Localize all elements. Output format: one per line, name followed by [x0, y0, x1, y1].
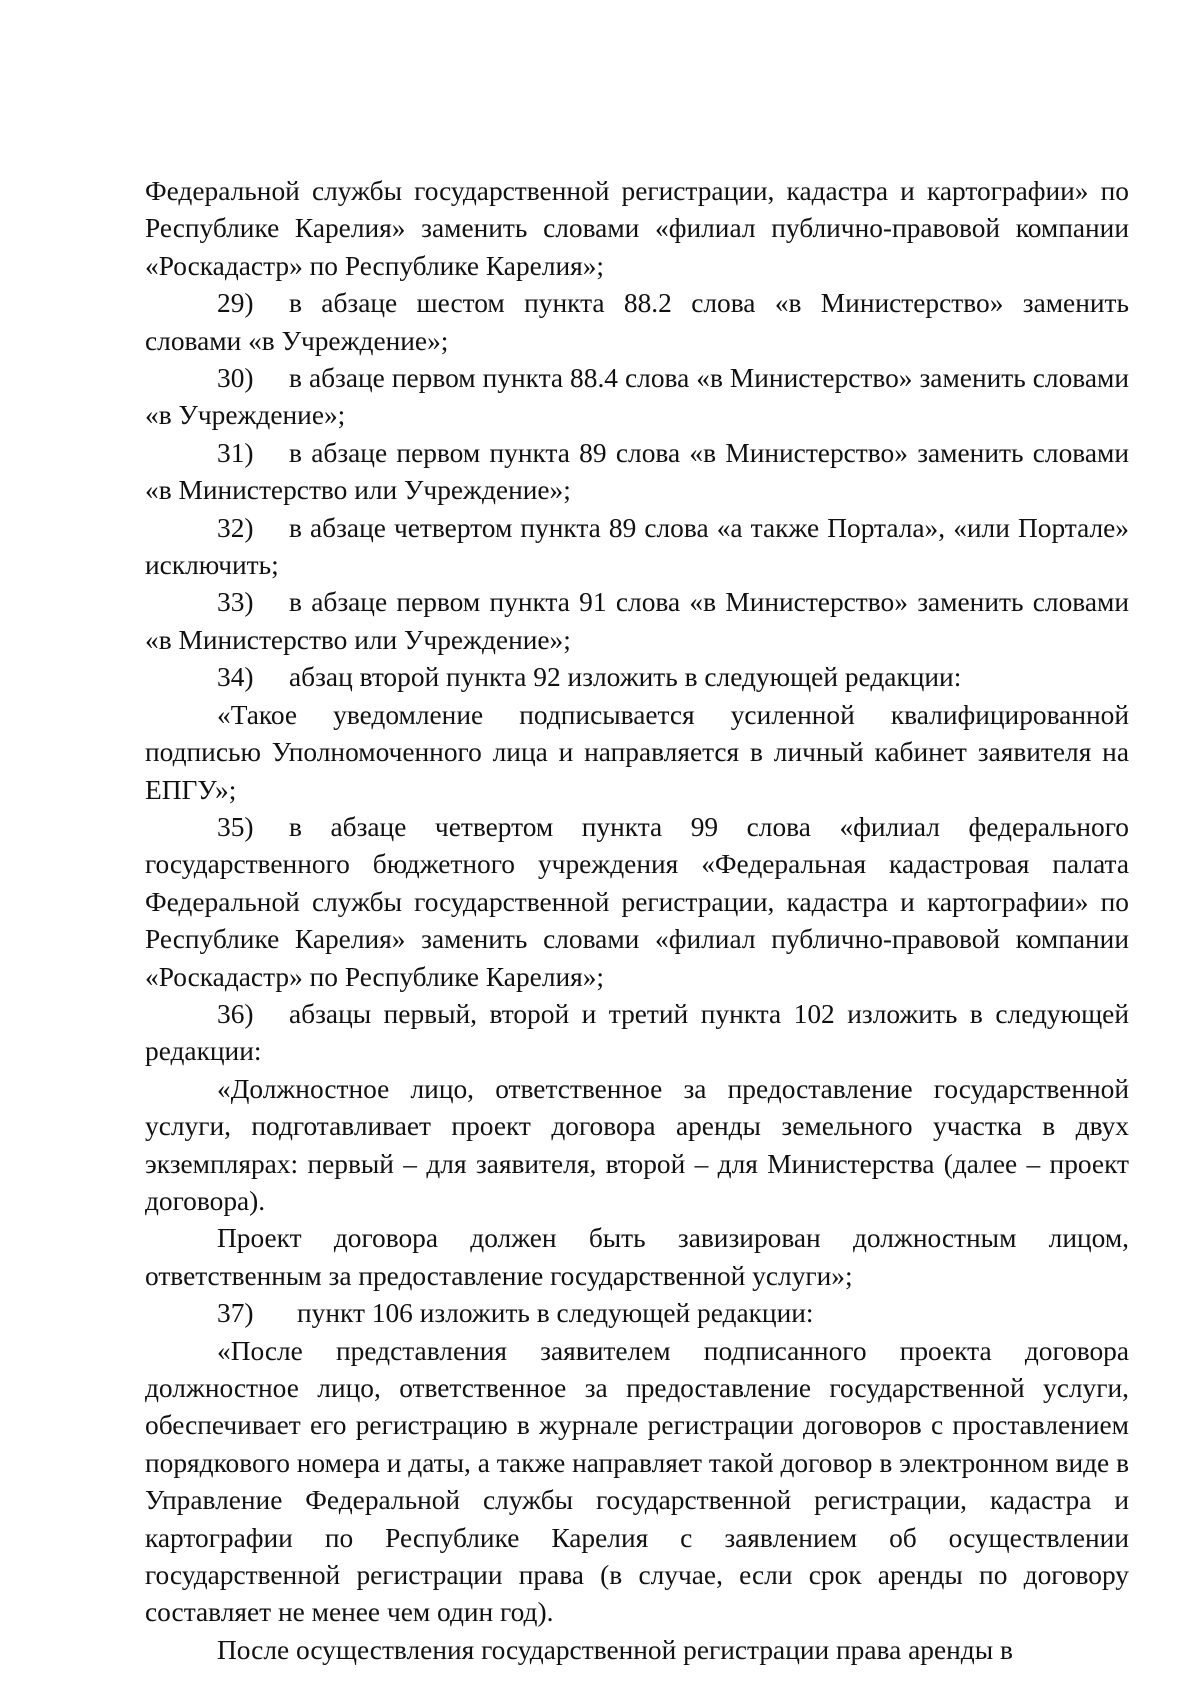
paragraph-item-34 [145, 659, 1129, 696]
paragraph-item-30 [145, 360, 1129, 435]
paragraph-quote-34: «Такое уведомление подписывается усиленной квалифицированной подписью Уполномоченного лица и направляется в личный кабинет заявителя на ЕПГУ»; [145, 699, 1129, 805]
item-text: в абзаце первом пункта 89 слова «в Министерство» заменить словами «в Министерство или Учреждение»; [145, 437, 1129, 506]
paragraph-item-36 [145, 996, 1129, 1071]
paragraph-quote-37-second: После осуществления государственной регистрации права аренды в [217, 1634, 1013, 1665]
item-number: 31) [217, 437, 254, 468]
paragraph-continuation: Федеральной службы государственной регистрации, кадастра и картографии» по Республике Карелия» заменить словами «филиал публично-правовой компании «Роскадастр» по Республике Карелия»; [145, 176, 1129, 281]
item-number: 35) [217, 811, 254, 842]
item-number: 32) [217, 512, 254, 543]
item-text: абзац второй пункта 92 изложить в следующей редакции: [289, 662, 962, 693]
paragraph-item-35 [145, 809, 1129, 996]
item-text: в абзаце четвертом пункта 99 слова «филиал федерального государственного бюджетного учреждения «Федеральная кадастровая палата Федеральной службы государственной регистрации, кадастра и картографии» по Республике Карелия» заменить словами «филиал публично-правовой компании «Роскадастр» по Республике Карелия»; [145, 811, 1129, 992]
item-number: 37) [217, 1298, 254, 1329]
item-number: 33) [217, 587, 254, 618]
item-text: пункт 106 изложить в следующей редакции: [297, 1298, 814, 1329]
paragraph-quote-36-first: «Должностное лицо, ответственное за предоставление государственной услуги, подготавливает проект договора аренды земельного участка в двух экземплярах: первый – для заявителя, второй – для Министерства (далее – проект договора). [145, 1073, 1129, 1216]
paragraph-quote-36-second: Проект договора должен быть завизирован должностным лицом, ответственным за предоставление государственной услуги»; [145, 1223, 1129, 1291]
item-text: в абзаце первом пункта 91 слова «в Министерство» заменить словами «в Министерство или Учреждение»; [145, 587, 1129, 655]
item-number: 30) [217, 363, 254, 394]
paragraph-item-31 [145, 435, 1129, 510]
item-text: в абзаце шестом пункта 88.2 слова «в Министерство» заменить словами «в Учреждение»; [145, 288, 1129, 356]
paragraph-item-33 [145, 584, 1129, 659]
item-text: в абзаце четвертом пункта 89 слова «а также Портала», «или Портале» исключить; [145, 512, 1129, 581]
item-text: в абзаце первом пункта 88.4 слова «в Министерство» заменить словами «в Учреждение»; [145, 363, 1129, 431]
document-body [145, 173, 1129, 1669]
item-number: 29) [217, 288, 254, 319]
paragraph-item-29 [145, 285, 1129, 360]
item-number: 36) [217, 998, 254, 1029]
paragraph-item-37 [145, 1295, 1129, 1332]
paragraph-item-32 [145, 510, 1129, 585]
item-text: абзацы первый, второй и третий пункта 102 изложить в следующей редакции: [145, 998, 1129, 1067]
item-number: 34) [217, 662, 254, 693]
paragraph-quote-37-first: «После представления заявителем подписанного проекта договора должностное лицо, ответственное за предоставление государственной услуги, обеспечивает его регистрацию в журнале регистрации договоров с проставлением порядкового номера и даты, а также направляет такой договор в электронном виде в Управление Федеральной службы государственной регистрации, кадастра и картографии по Республике Карелия с заявлением об осуществлении государственной регистрации права (в случае, если срок аренды по договору составляет не менее чем один год). [145, 1335, 1129, 1628]
